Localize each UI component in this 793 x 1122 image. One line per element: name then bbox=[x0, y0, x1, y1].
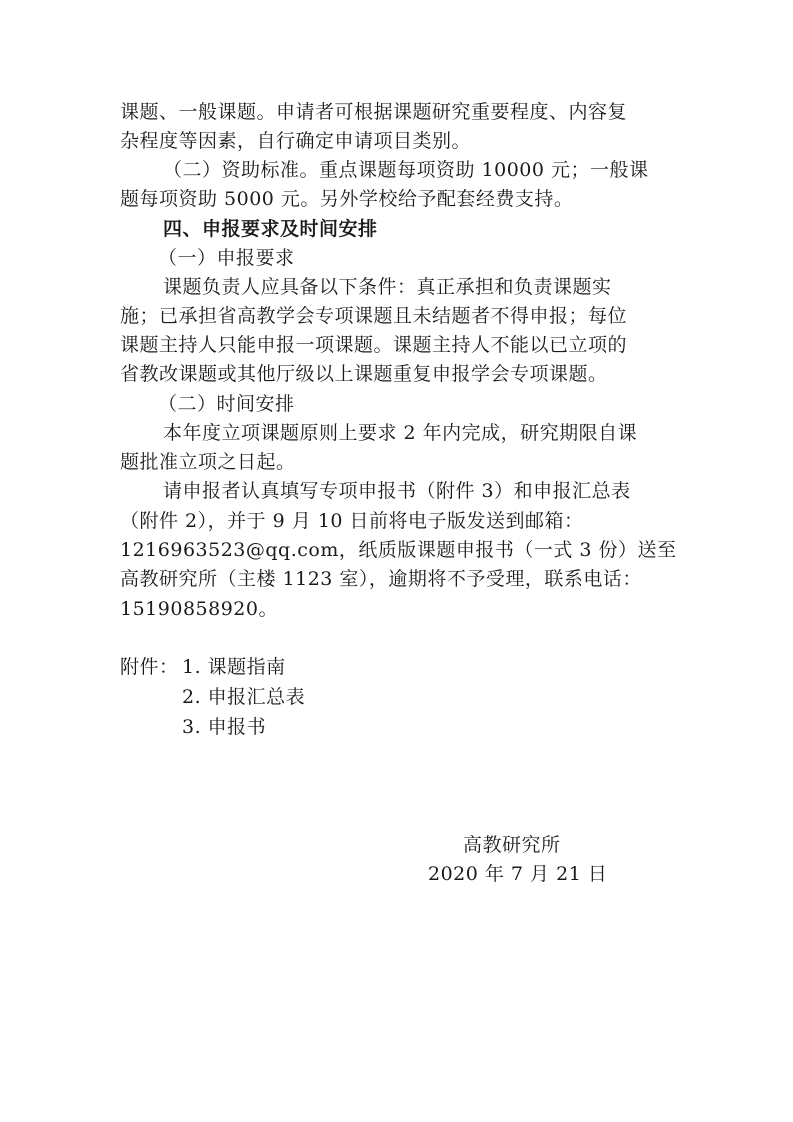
body-line: （二）资助标准。重点课题每项资助 10000 元；一般课 bbox=[163, 159, 649, 181]
attachments-label: 附件： bbox=[120, 656, 179, 678]
attachment-item: 3. 申报书 bbox=[182, 716, 267, 738]
section-heading: 四、申报要求及时间安排 bbox=[163, 218, 378, 240]
body-line: 请申报者认真填写专项申报书（附件 3）和申报汇总表 bbox=[163, 480, 631, 502]
attachment-item: 1. 课题指南 bbox=[182, 656, 286, 678]
signature-org: 高教研究所 bbox=[463, 834, 561, 856]
body-line: 课题主持人只能申报一项课题。课题主持人不能以已立项的 bbox=[120, 334, 628, 356]
body-line: 题批准立项之日起。 bbox=[120, 451, 296, 473]
body-line: 高教研究所（主楼 1123 室），逾期将不予受理，联系电话： bbox=[120, 568, 642, 590]
signature-date: 2020 年 7 月 21 日 bbox=[428, 863, 608, 885]
body-line: 课题、一般课题。申请者可根据课题研究重要程度、内容复 bbox=[120, 101, 628, 123]
body-line: （附件 2），并于 9 月 10 日前将电子版发送到邮箱： bbox=[120, 510, 584, 532]
body-line: 杂程度等因素，自行确定申请项目类别。 bbox=[120, 130, 472, 152]
body-line: 省教改课题或其他厅级以上课题重复申报学会专项课题。 bbox=[120, 363, 608, 385]
body-line: 课题负责人应具备以下条件：真正承担和负责课题实 bbox=[163, 276, 612, 298]
attachment-item: 2. 申报汇总表 bbox=[182, 686, 306, 708]
body-line: 15190858920。 bbox=[120, 598, 278, 620]
body-line: 题每项资助 5000 元。另外学校给予配套经费支持。 bbox=[120, 188, 574, 210]
subsection-heading: （二）时间安排 bbox=[158, 393, 295, 415]
subsection-heading: （一）申报要求 bbox=[158, 247, 295, 269]
body-line: 施；已承担省高教学会专项课题且未结题者不得申报；每位 bbox=[120, 305, 628, 327]
body-line: 1216963523@qq.com，纸质版课题申报书（一式 3 份）送至 bbox=[120, 539, 677, 561]
body-line: 本年度立项课题原则上要求 2 年内完成，研究期限自课 bbox=[163, 422, 638, 444]
